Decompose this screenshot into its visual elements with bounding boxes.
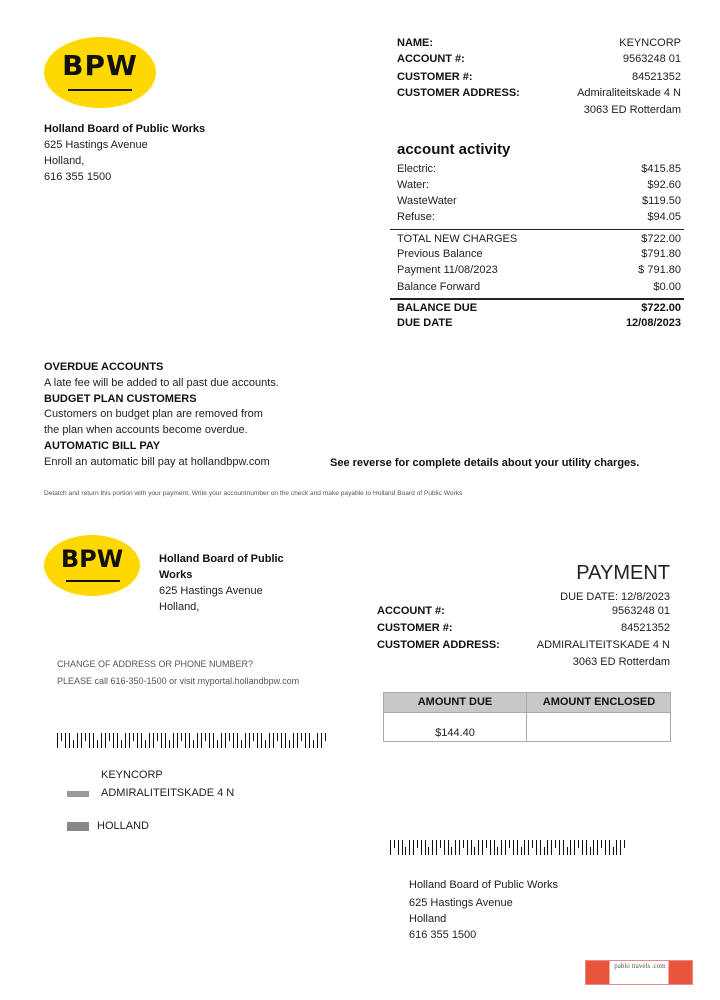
barcode-bar bbox=[161, 733, 162, 748]
barcode-bar bbox=[61, 733, 62, 741]
barcode-bar bbox=[613, 847, 614, 855]
barcode-bar bbox=[497, 847, 498, 855]
mail-to-name: KEYNCORP bbox=[101, 769, 163, 781]
sender-phone: 616 355 1500 bbox=[44, 171, 112, 183]
barcode-bar bbox=[193, 740, 194, 748]
barcode-bar bbox=[217, 740, 218, 748]
summary-label: Previous Balance bbox=[397, 248, 483, 260]
barcode-bar bbox=[517, 840, 518, 855]
barcode-bar bbox=[169, 740, 170, 748]
barcode-bar bbox=[505, 840, 506, 855]
barcode-bar bbox=[559, 840, 560, 855]
barcode-bar bbox=[436, 840, 437, 855]
barcode-bar bbox=[257, 733, 258, 748]
divider bbox=[390, 298, 684, 300]
stub-sender-name: Holland Board of Public bbox=[159, 553, 284, 565]
charge-label: WasteWater bbox=[397, 195, 457, 207]
barcode-bar bbox=[181, 733, 182, 741]
summary-label: Payment 11/08/2023 bbox=[397, 264, 498, 276]
return-street: 625 Hastings Avenue bbox=[409, 897, 513, 909]
barcode-bar bbox=[305, 733, 306, 748]
barcode-bar bbox=[513, 840, 514, 855]
barcode-bar bbox=[567, 847, 568, 855]
barcode-bar bbox=[590, 847, 591, 855]
customer-field-label: NAME: bbox=[397, 37, 434, 49]
barcode-bar bbox=[390, 840, 391, 855]
stub-sender-street: 625 Hastings Avenue bbox=[159, 585, 263, 597]
summary-value: $0.00 bbox=[653, 281, 681, 293]
barcode-bar bbox=[309, 733, 310, 748]
barcode-bar bbox=[432, 840, 433, 855]
account-activity-title: account activity bbox=[397, 141, 511, 158]
barcode-bar bbox=[69, 733, 70, 748]
barcode-bar bbox=[297, 733, 298, 748]
mail-to-street: ADMIRALITEITSKADE 4 N bbox=[101, 787, 235, 799]
barcode-bar bbox=[451, 847, 452, 855]
barcode-bar bbox=[249, 733, 250, 748]
charge-label: Electric: bbox=[397, 163, 437, 175]
barcode-bar bbox=[173, 733, 174, 748]
barcode-bar bbox=[117, 733, 118, 748]
barcode-bar bbox=[165, 733, 166, 748]
barcode-bar bbox=[574, 840, 575, 855]
charge-value: $415.85 bbox=[641, 163, 681, 175]
total-value: $722.00 bbox=[641, 302, 681, 314]
summary-value: $722.00 bbox=[641, 233, 681, 245]
summary-label: Balance Forward bbox=[397, 281, 481, 293]
customer-field-label: CUSTOMER ADDRESS: bbox=[397, 87, 520, 99]
barcode-bar bbox=[417, 840, 418, 848]
sender-name: Holland Board of Public Works bbox=[44, 123, 206, 135]
barcode-bar bbox=[237, 733, 238, 748]
barcode-bar bbox=[570, 840, 571, 855]
sender-city: Holland, bbox=[44, 155, 85, 167]
barcode-bar bbox=[269, 733, 270, 748]
stub-field-label: ACCOUNT #: bbox=[377, 605, 445, 617]
return-phone: 616 355 1500 bbox=[409, 929, 477, 941]
barcode-bar bbox=[201, 733, 202, 748]
barcode-bar bbox=[486, 840, 487, 848]
barcode-bar bbox=[233, 733, 234, 748]
barcode-bar bbox=[225, 733, 226, 748]
barcode-bar bbox=[197, 733, 198, 748]
customer-field-label: CUSTOMER #: bbox=[397, 71, 473, 83]
note-text: the plan when accounts become overdue. bbox=[44, 424, 248, 436]
barcode-bar bbox=[425, 840, 426, 855]
barcode-bar bbox=[85, 733, 86, 741]
barcode-bar bbox=[285, 733, 286, 748]
barcode-bar bbox=[463, 840, 464, 848]
divider bbox=[390, 229, 684, 230]
barcode-bar bbox=[624, 840, 625, 848]
barcode-bar bbox=[153, 733, 154, 748]
barcode-bar bbox=[551, 840, 552, 855]
barcode-bar bbox=[544, 847, 545, 855]
summary-label: TOTAL NEW CHARGES bbox=[397, 233, 518, 245]
barcode-bar bbox=[241, 740, 242, 748]
barcode-bar bbox=[563, 840, 564, 855]
barcode-bar bbox=[185, 733, 186, 748]
note-text: A late fee will be added to all past due accounts. bbox=[44, 376, 279, 389]
postal-barcode bbox=[390, 840, 628, 855]
barcode-bar bbox=[313, 740, 314, 748]
charge-label: Refuse: bbox=[397, 211, 435, 223]
postal-barcode bbox=[57, 733, 329, 748]
scan-code-icon bbox=[67, 791, 89, 797]
barcode-bar bbox=[616, 840, 617, 855]
customer-field-label: ACCOUNT #: bbox=[397, 53, 465, 65]
barcode-bar bbox=[474, 847, 475, 855]
barcode-bar bbox=[209, 733, 210, 748]
barcode-bar bbox=[605, 840, 606, 855]
amount-due-value: $144.40 bbox=[435, 727, 475, 739]
scan-code-icon bbox=[67, 822, 89, 831]
barcode-bar bbox=[245, 733, 246, 748]
barcode-bar bbox=[394, 840, 395, 848]
stub-field-label: CUSTOMER ADDRESS: bbox=[377, 639, 500, 651]
barcode-bar bbox=[73, 740, 74, 748]
charge-label: Water: bbox=[397, 179, 429, 191]
barcode-bar bbox=[413, 840, 414, 855]
barcode-bar bbox=[578, 840, 579, 848]
barcode-bar bbox=[540, 840, 541, 855]
barcode-bar bbox=[261, 733, 262, 748]
barcode-bar bbox=[555, 840, 556, 848]
stub-sender-name-2: Works bbox=[159, 569, 193, 581]
barcode-bar bbox=[317, 733, 318, 748]
barcode-bar bbox=[405, 847, 406, 855]
barcode-bar bbox=[528, 840, 529, 855]
barcode-bar bbox=[524, 840, 525, 855]
barcode-bar bbox=[141, 733, 142, 748]
barcode-bar bbox=[409, 840, 410, 855]
barcode-bar bbox=[402, 840, 403, 855]
barcode-bar bbox=[586, 840, 587, 855]
barcode-bar bbox=[455, 840, 456, 855]
summary-value: $791.80 bbox=[641, 248, 681, 260]
barcode-bar bbox=[325, 733, 326, 741]
barcode-bar bbox=[281, 733, 282, 748]
note-text: Enroll an automatic bill pay at hollandbpw.com bbox=[44, 455, 270, 468]
barcode-bar bbox=[81, 733, 82, 748]
barcode-bar bbox=[65, 733, 66, 748]
barcode-bar bbox=[490, 840, 491, 855]
barcode-bar bbox=[213, 733, 214, 748]
total-value: 12/08/2023 bbox=[625, 317, 681, 329]
amount-table bbox=[383, 692, 671, 742]
barcode-bar bbox=[444, 840, 445, 855]
barcode-bar bbox=[177, 733, 178, 748]
barcode-bar bbox=[113, 733, 114, 748]
barcode-bar bbox=[478, 840, 479, 855]
barcode-bar bbox=[321, 733, 322, 748]
watermark-logo: pablo travels .com bbox=[585, 960, 693, 985]
return-city: Holland bbox=[409, 913, 447, 925]
amount-due-header: AMOUNT DUE bbox=[417, 696, 493, 708]
barcode-bar bbox=[133, 733, 134, 741]
barcode-bar bbox=[532, 840, 533, 848]
stub-field-label: CUSTOMER #: bbox=[377, 622, 453, 634]
customer-field-value: 9563248 01 bbox=[622, 53, 681, 65]
payment-title: PAYMENT bbox=[576, 562, 670, 584]
stub-due-date: DUE DATE: 12/8/2023 bbox=[560, 591, 670, 603]
barcode-bar bbox=[145, 740, 146, 748]
stub-address-line2: 3063 ED Rotterdam bbox=[572, 656, 670, 668]
barcode-bar bbox=[273, 733, 274, 748]
barcode-bar bbox=[229, 733, 230, 741]
barcode-bar bbox=[265, 740, 266, 748]
total-label: DUE DATE bbox=[397, 317, 453, 329]
charge-value: $119.50 bbox=[642, 195, 681, 207]
detach-note: Detatch and return this portion with your payment. Write your accountnumber on the check and make payable to Holland Board of Public Works bbox=[44, 490, 463, 497]
barcode-bar bbox=[421, 840, 422, 855]
change-notice-2: PLEASE call 616-350-1500 or visit myportal.hollandbpw.com bbox=[57, 676, 300, 686]
barcode-bar bbox=[440, 840, 441, 848]
barcode-bar bbox=[609, 840, 610, 855]
barcode-bar bbox=[189, 733, 190, 748]
barcode-bar bbox=[601, 840, 602, 848]
barcode-bar bbox=[428, 847, 429, 855]
customer-field-value: 84521352 bbox=[632, 71, 681, 83]
note-text: Customers on budget plan are removed from bbox=[44, 408, 263, 420]
summary-value: $ 791.80 bbox=[638, 264, 681, 276]
barcode-bar bbox=[129, 733, 130, 748]
barcode-bar bbox=[221, 733, 222, 748]
stub-field-value: 84521352 bbox=[621, 622, 670, 634]
change-notice: CHANGE OF ADDRESS OR PHONE NUMBER? bbox=[57, 659, 254, 669]
return-name: Holland Board of Public Works bbox=[409, 879, 558, 891]
barcode-bar bbox=[482, 840, 483, 855]
barcode-bar bbox=[105, 733, 106, 748]
barcode-bar bbox=[536, 840, 537, 855]
stub-field-value: ADMIRALITEITSKADE 4 N bbox=[536, 639, 670, 651]
mail-to-city: HOLLAND bbox=[97, 820, 149, 832]
barcode-bar bbox=[97, 740, 98, 748]
barcode-bar bbox=[597, 840, 598, 855]
note-heading: AUTOMATIC BILL PAY bbox=[44, 440, 161, 452]
barcode-bar bbox=[593, 840, 594, 855]
barcode-bar bbox=[301, 733, 302, 741]
barcode-bar bbox=[125, 733, 126, 748]
barcode-bar bbox=[109, 733, 110, 741]
charge-value: $92.60 bbox=[647, 179, 681, 191]
barcode-bar bbox=[293, 733, 294, 748]
barcode-bar bbox=[459, 840, 460, 855]
barcode-bar bbox=[157, 733, 158, 741]
customer-field-value: Admiraliteitskade 4 N bbox=[577, 87, 681, 99]
sender-street: 625 Hastings Avenue bbox=[44, 139, 148, 151]
barcode-bar bbox=[620, 840, 621, 855]
barcode-bar bbox=[137, 733, 138, 748]
note-heading: OVERDUE ACCOUNTS bbox=[44, 361, 164, 373]
barcode-bar bbox=[494, 840, 495, 855]
customer-address-line2: 3063 ED Rotterdam bbox=[583, 104, 681, 116]
barcode-bar bbox=[582, 840, 583, 855]
barcode-bar bbox=[289, 740, 290, 748]
barcode-bar bbox=[398, 840, 399, 855]
barcode-bar bbox=[121, 740, 122, 748]
bpw-logo: BPW bbox=[44, 535, 140, 596]
barcode-bar bbox=[509, 840, 510, 848]
stub-sender-city: Holland, bbox=[159, 601, 200, 613]
customer-field-value: KEYNCORP bbox=[619, 37, 681, 49]
total-label: BALANCE DUE bbox=[397, 302, 478, 314]
barcode-bar bbox=[89, 733, 90, 748]
barcode-bar bbox=[471, 840, 472, 855]
barcode-bar bbox=[253, 733, 254, 741]
amount-enclosed-header: AMOUNT ENCLOSED bbox=[542, 696, 656, 708]
barcode-bar bbox=[277, 733, 278, 741]
barcode-bar bbox=[501, 840, 502, 855]
barcode-bar bbox=[467, 840, 468, 855]
charge-value: $94.05 bbox=[647, 211, 681, 223]
bpw-logo: BPW bbox=[44, 37, 156, 108]
barcode-bar bbox=[77, 733, 78, 748]
barcode-bar bbox=[448, 840, 449, 855]
barcode-bar bbox=[547, 840, 548, 855]
barcode-bar bbox=[149, 733, 150, 748]
barcode-bar bbox=[205, 733, 206, 741]
barcode-bar bbox=[93, 733, 94, 748]
barcode-bar bbox=[521, 847, 522, 855]
barcode-bar bbox=[57, 733, 58, 748]
stub-field-value: 9563248 01 bbox=[611, 605, 670, 617]
note-heading: BUDGET PLAN CUSTOMERS bbox=[44, 392, 197, 405]
see-reverse-note: See reverse for complete details about your utility charges. bbox=[330, 457, 640, 469]
barcode-bar bbox=[101, 733, 102, 748]
